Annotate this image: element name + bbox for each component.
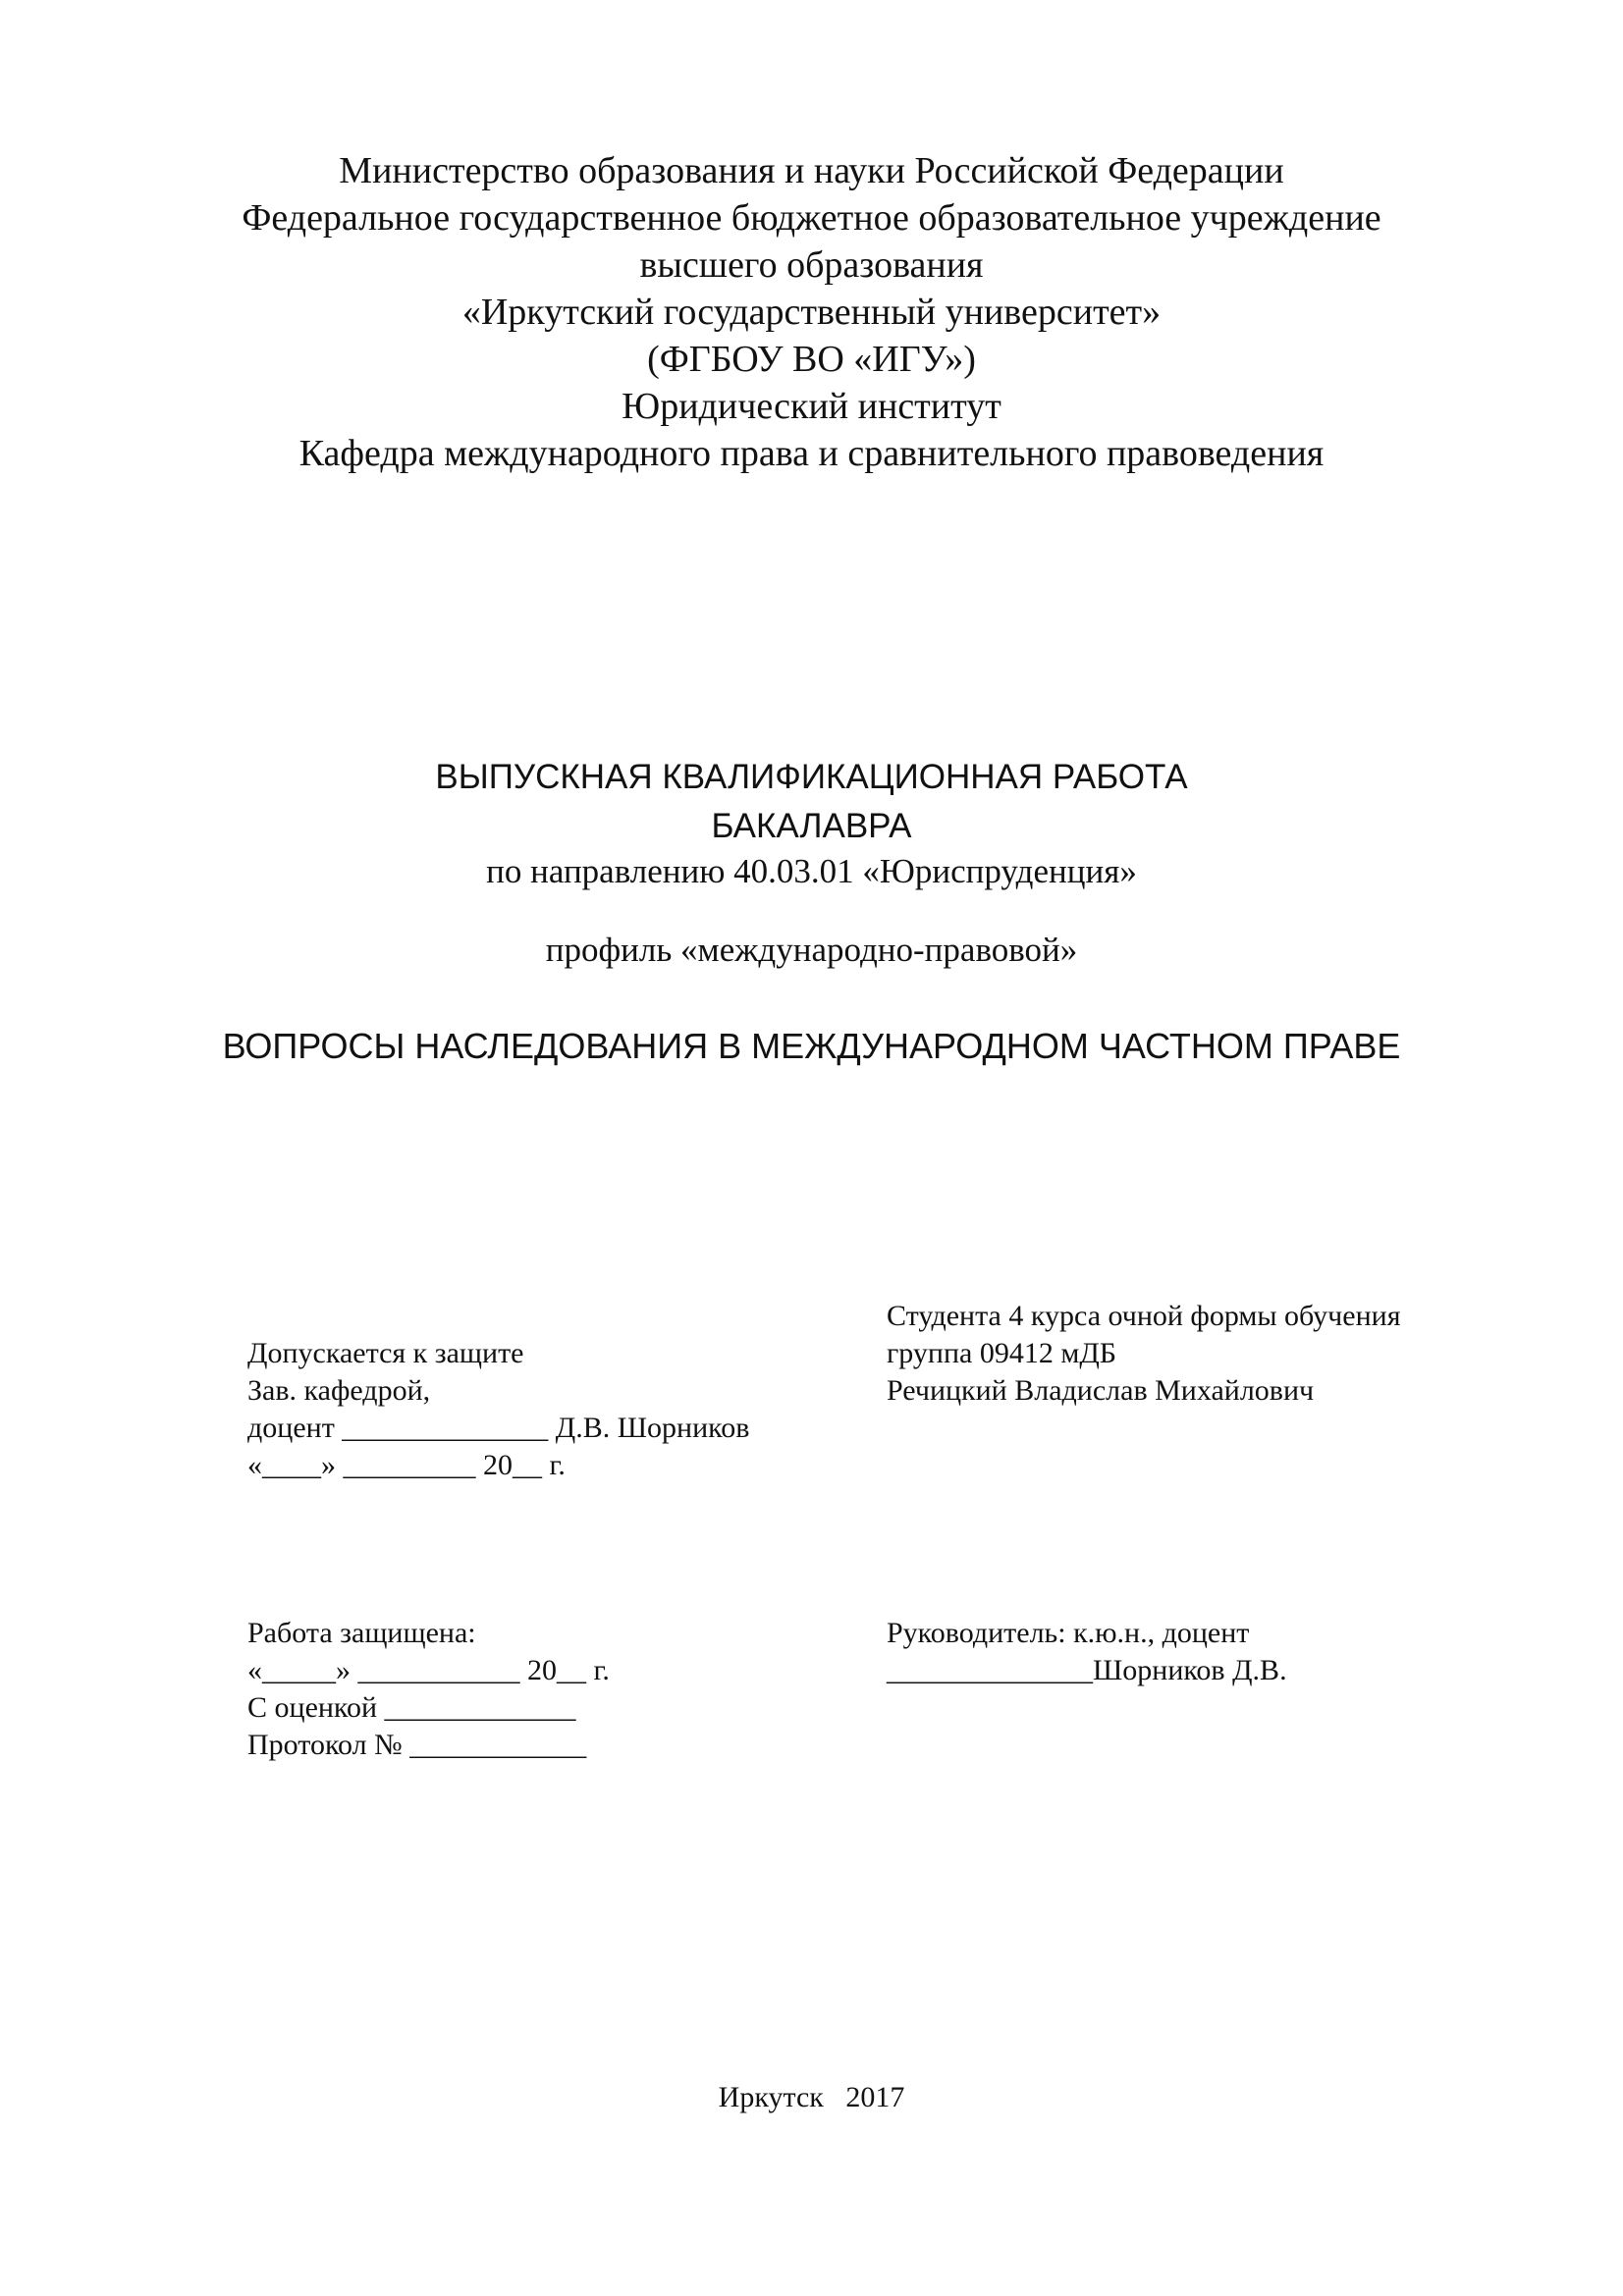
thesis-type-line-1: ВЫПУСКНАЯ КВАЛИФИКАЦИОННАЯ РАБОТА [435,758,1188,796]
defense-heading-line: Работа защищена: [247,1617,476,1649]
study-direction: по направлению 40.03.01 «Юриспруденция» [486,852,1137,890]
institute-line: Юридический институт [622,386,1001,427]
student-block [887,1298,1401,1410]
grade-line: С оценкой _____________ [247,1691,576,1724]
place-and-year: Иркутск 2017 [718,2081,905,2113]
department-head-signature-line: доцент ______________ Д.В. Шорников [247,1412,750,1444]
protocol-line: Протокол № ____________ [247,1729,587,1761]
university-abbreviation-line: (ФГБОУ ВО «ИГУ») [647,339,976,380]
student-group-line: группа 09412 мДБ [887,1337,1117,1369]
defense-date-line: «_____» ___________ 20__ г. [247,1654,610,1686]
admission-date-line: «____» _________ 20__ г. [247,1449,566,1481]
institution-header [0,147,1623,477]
admission-line: Допускается к защите [247,1337,524,1369]
student-name-line: Речицкий Владислав Михайлович [887,1374,1315,1407]
thesis-topic: ВОПРОСЫ НАСЛЕДОВАНИЯ В МЕЖДУНАРОДНОМ ЧАСТНОМ ПРАВЕ [222,1026,1401,1066]
supervisor-title-line: Руководитель: к.ю.н., доцент [887,1617,1250,1649]
institution-type-line: Федеральное государственное бюджетное образовательное учреждение [242,197,1381,239]
department-line: Кафедра международного права и сравнительного правоведения [298,433,1325,474]
education-level-line: высшего образования [639,244,984,286]
admission-block [247,1335,749,1484]
supervisor-signature-line: ______________Шорников Д.В. [887,1654,1287,1686]
student-course-line: Студента 4 курса очной формы обучения [887,1300,1401,1332]
university-name-line: «Иркутский государственный университет» [461,292,1162,333]
defense-block [247,1615,610,1764]
department-head-line: Зав. кафедрой, [247,1374,431,1407]
thesis-type-line-2: БАКАЛАВРА [711,807,912,845]
supervisor-block [887,1615,1287,1689]
study-profile: профиль «международно-правовой» [545,931,1078,969]
ministry-line: Министерство образования и науки Российской Федерации [339,150,1284,191]
